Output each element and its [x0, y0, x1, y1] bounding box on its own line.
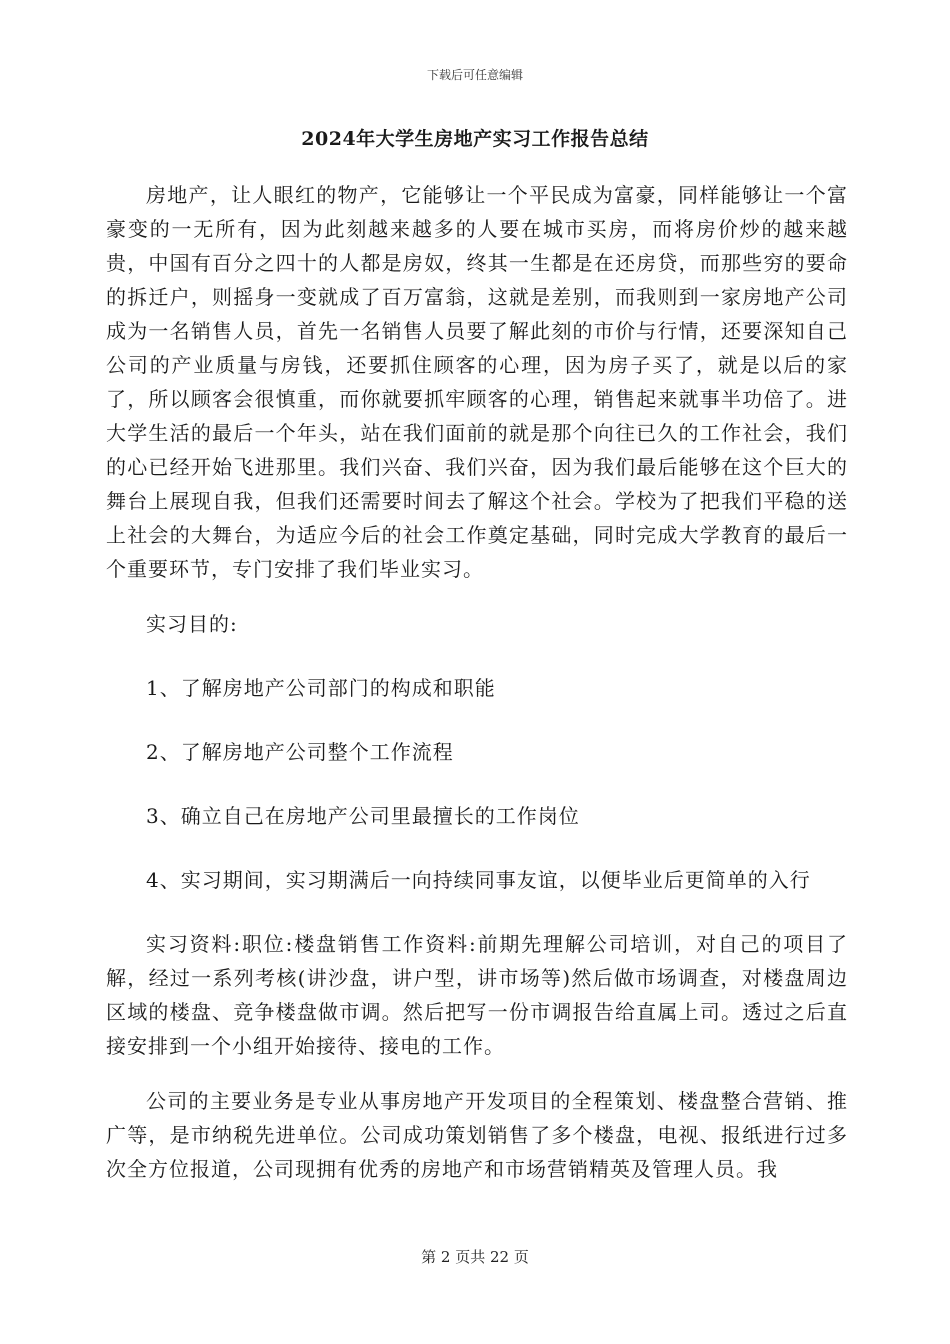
document-body [106, 178, 848, 1207]
paragraph-internship-content: 实习资料:职位:楼盘销售工作资料:前期先理解公司培训，对自己的项目了解，经过一系列考核(讲沙盘，讲户型，讲市场等)然后做市场调查，对楼盘周边区域的楼盘、竞争楼盘做市调。然后把写一份市调报告给直属上司。透过之后直接安排到一个小组开始接待、接电的工作。 [106, 932, 848, 1058]
paragraph-company-business: 公司的主要业务是专业从事房地产开发项目的全程策划、楼盘整合营销、推广等，是市纳税先进单位。公司成功策划销售了多个楼盘，电视、报纸进行过多次全方位报道，公司现拥有优秀的房地产和市场营销精英及管理人员。我 [106, 1089, 848, 1181]
list-item-purpose-1: 1、了解房地产公司部门的构成和职能 [146, 676, 496, 700]
list-item-purpose-2: 2、了解房地产公司整个工作流程 [146, 740, 454, 764]
page-footer: 第 2 页共 22 页 [421, 1248, 529, 1266]
list-item-purpose-3: 3、确立自己在房地产公司里最擅长的工作岗位 [146, 804, 580, 828]
paragraph-purpose-heading: 实习目的: [146, 612, 238, 636]
list-item-purpose-4: 4、实习期间，实习期满后一向持续同事友谊，以便毕业后更简单的入行 [146, 868, 811, 892]
document-title: 2024年大学生房地产实习工作报告总结 [301, 128, 649, 150]
paragraph-intro: 房地产，让人眼红的物产，它能够让一个平民成为富豪，同样能够让一个富豪变的一无所有，因为此刻越来越多的人要在城市买房，而将房价炒的越来越贵，中国有百分之四十的人都是房奴，终其一生都是在还房贷，而那些穷的要命的拆迁户，则摇身一变就成了百万富翁，这就是差别，而我则到一家房地产公司成为一名销售人员，首先一名销售人员要了解此刻的市价与行情，还要深知自己公司的产业质量与房钱，还要抓住顾客的心理，因为房子买了，就是以后的家了，所以顾客会很慎重，而你就要抓牢顾客的心理，销售起来就事半功倍了。进大学生活的最后一个年头，站在我们面前的就是那个向往已久的工作社会，我们的心已经开始飞进那里。我们兴奋、我们兴奋，因为我们最后能够在这个巨大的舞台上展现自我，但我们还需要时间去了解这个社会。学校为了把我们平稳的送上社会的大舞台，为适应今后的社会工作奠定基础，同时完成大学教育的最后一个重要环节，专门安排了我们毕业实习。 [106, 183, 848, 581]
header-note: 下载后可任意编辑 [426, 68, 523, 82]
